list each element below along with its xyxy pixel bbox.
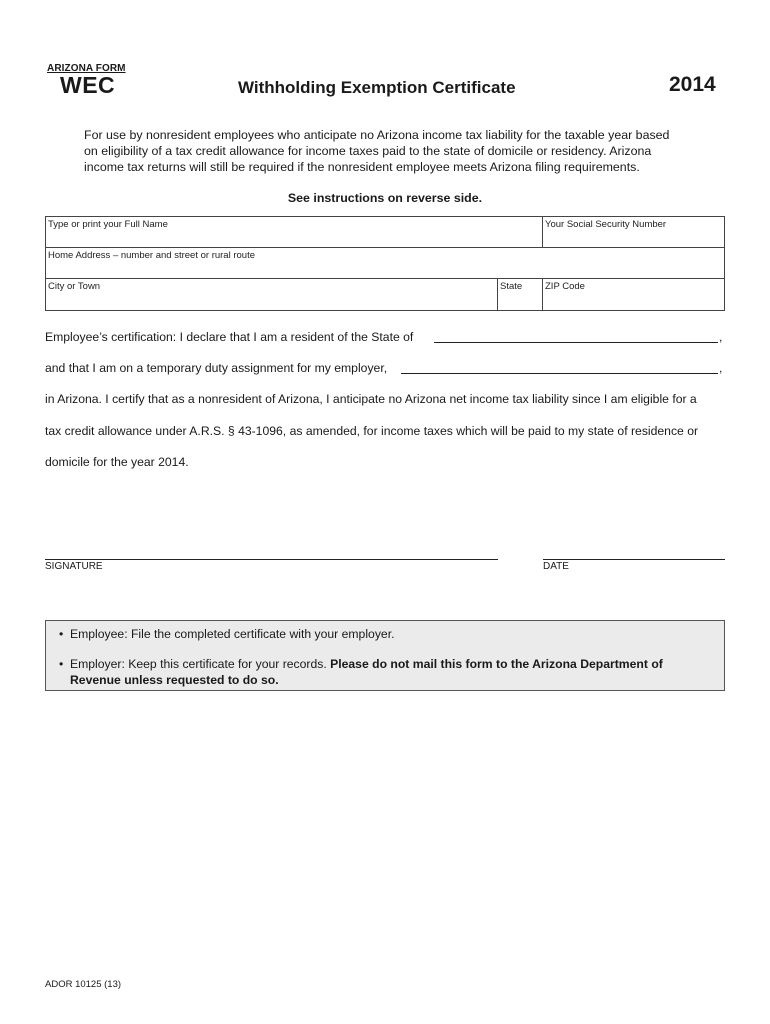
- form-code: WEC: [60, 72, 116, 98]
- home-address-field[interactable]: [45, 247, 725, 279]
- certification-line-3: in Arizona. I certify that as a nonresident of Arizona, I anticipate no Arizona net income tax liability since I am eligible for a: [45, 392, 697, 406]
- comma-2: ,: [719, 361, 723, 375]
- zip-field[interactable]: [542, 278, 725, 311]
- comma-1: ,: [719, 330, 723, 344]
- intro-line-3: income tax returns will still be required if the nonresident employee meets Arizona filing requirements.: [84, 160, 640, 174]
- certification-line-5: domicile for the year 2014.: [45, 455, 189, 469]
- employer-instruction-text: Employer: Keep this certificate for your records.: [70, 657, 331, 671]
- employer-blank[interactable]: [401, 373, 718, 374]
- date-label: DATE: [543, 561, 569, 572]
- intro-line-2: on eligibility of a tax credit allowance for income taxes paid to the state of domicile or residency. Arizona: [84, 144, 652, 158]
- employer-warning-1: Please do not mail this form to the Arizona Department of: [330, 657, 663, 671]
- form-label: ARIZONA FORM: [47, 63, 126, 74]
- intro-paragraph: [84, 127, 694, 175]
- employee-instruction: Employee: File the completed certificate with your employer.: [70, 627, 395, 641]
- city-field[interactable]: [45, 278, 498, 311]
- notice-box: [45, 620, 725, 691]
- employer-warning-2: Revenue unless requested to do so.: [70, 673, 279, 687]
- employer-instruction: [70, 656, 720, 688]
- full-name-field[interactable]: [45, 216, 543, 248]
- certification-line-2: and that I am on a temporary duty assignment for my employer,: [45, 361, 388, 375]
- state-of-residence-blank[interactable]: [434, 342, 718, 343]
- zip-label: ZIP Code: [545, 281, 585, 292]
- certification-line-4: tax credit allowance under A.R.S. § 43-1096, as amended, for income taxes which will be paid to my state of residence or: [45, 424, 699, 438]
- full-name-label: Type or print your Full Name: [48, 219, 168, 230]
- page-title: Withholding Exemption Certificate: [238, 78, 516, 97]
- intro-line-1: For use by nonresident employees who anticipate no Arizona income tax liability for the taxable year based: [84, 128, 670, 142]
- date-line[interactable]: [543, 559, 725, 560]
- certification-line-1: Employee’s certification: I declare that I am a resident of the State of: [45, 330, 414, 344]
- home-address-label: Home Address – number and street or rural route: [48, 250, 255, 261]
- form-id-footer: ADOR 10125 (13): [45, 979, 122, 990]
- signature-line[interactable]: [45, 559, 498, 560]
- form-year: 2014: [669, 73, 716, 96]
- state-field[interactable]: [497, 278, 543, 311]
- ssn-label: Your Social Security Number: [545, 219, 667, 230]
- signature-label: SIGNATURE: [45, 561, 103, 572]
- state-label: State: [500, 281, 523, 292]
- bullet-icon: •: [59, 657, 64, 671]
- bullet-icon: •: [59, 627, 64, 641]
- city-label: City or Town: [48, 281, 101, 292]
- see-instructions: See instructions on reverse side.: [287, 191, 483, 205]
- ssn-field[interactable]: [542, 216, 725, 248]
